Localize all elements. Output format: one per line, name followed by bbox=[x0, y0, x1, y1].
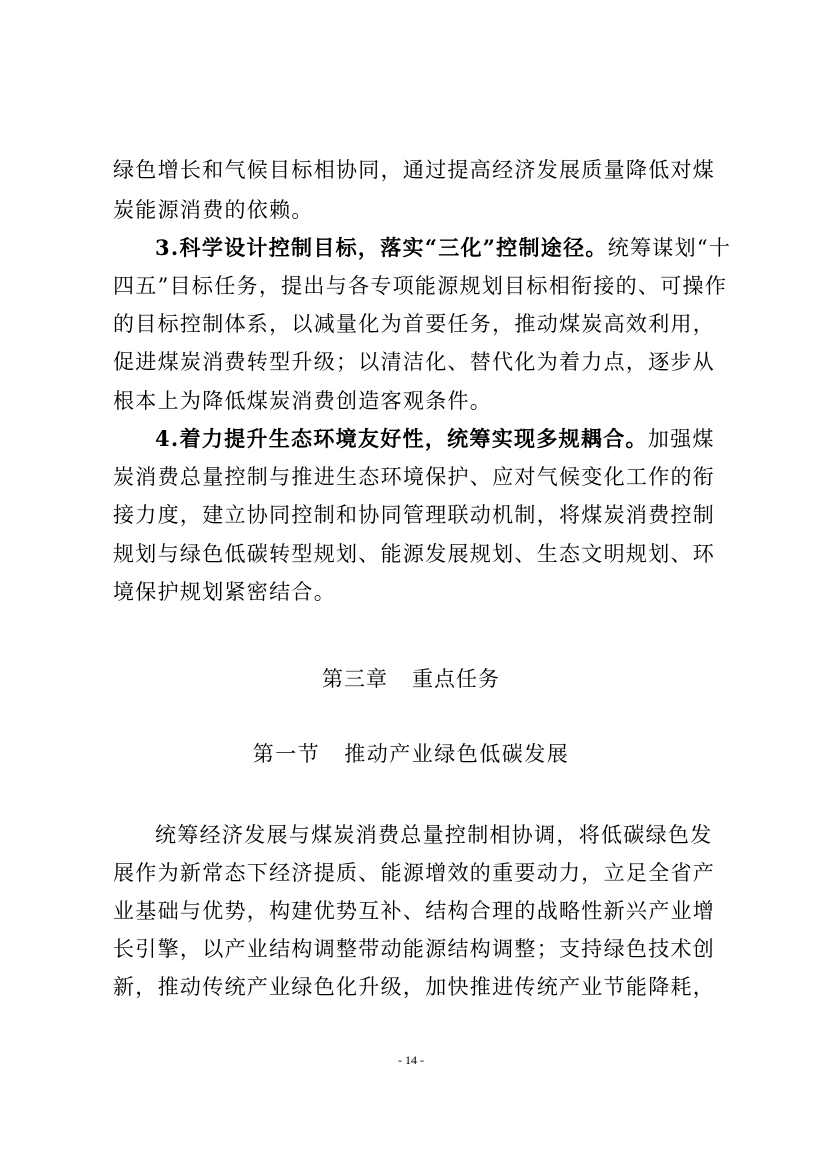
text-line: 接力度，建立协同控制和协同管理联动机制，将煤炭消费控制 bbox=[113, 503, 716, 527]
text-line: 长引擎，以产业结构调整带动能源结构调整；支持绿色技术创 bbox=[113, 937, 716, 961]
text-line: 的目标控制体系，以减量化为首要任务，推动煤炭高效利用， bbox=[113, 312, 716, 336]
text-line: 规划与绿色低碳转型规划、能源发展规划、生态文明规划、环 bbox=[113, 542, 716, 566]
text-line: 根本上为降低煤炭消费创造客观条件。 bbox=[113, 389, 493, 413]
chapter-number: 第三章 bbox=[322, 667, 388, 691]
section-heading bbox=[0, 736, 822, 772]
text-line: 炭能源消费的依赖。 bbox=[113, 198, 314, 222]
item-3-heading: 3.科学设计控制目标，落实“三化”控制途径。 bbox=[155, 235, 608, 260]
text-line: 展作为新常态下经济提质、能源增效的重要动力，立足全省产 bbox=[113, 861, 716, 885]
section-number: 第一节 bbox=[252, 742, 321, 766]
item-4-line bbox=[155, 419, 753, 459]
chapter-heading bbox=[0, 661, 822, 697]
text-line: 绿色增长和气候目标相协同，通过提高经济发展质量降低对煤 bbox=[113, 158, 716, 182]
item-4-heading: 4.着力提升生态环境友好性，统筹实现多规耦合。 bbox=[155, 426, 648, 451]
section-title: 推动产业绿色低碳发展 bbox=[344, 742, 570, 766]
text-line: 四五”目标任务，提出与各专项能源规划目标相衔接的、可操作 bbox=[113, 274, 728, 298]
text-line: 业基础与优势，构建优势互补、结构合理的战略性新兴产业增 bbox=[113, 899, 716, 923]
item-3-text: 统筹谋划“十 bbox=[607, 236, 732, 260]
item-4-text: 加强煤 bbox=[647, 427, 715, 451]
item-3-line bbox=[155, 228, 753, 268]
text-line: 新，推动传统产业绿色化升级，加快推进传统产业节能降耗， bbox=[113, 975, 716, 999]
page-number: - 14 - bbox=[398, 1053, 424, 1067]
text-line: 统筹经济发展与煤炭消费总量控制相协调，将低碳绿色发 bbox=[155, 823, 713, 847]
chapter-title: 重点任务 bbox=[412, 667, 500, 691]
text-line: 境保护规划紧密结合。 bbox=[113, 580, 336, 604]
text-line: 促进煤炭消费转型升级；以清洁化、替代化为着力点，逐步从 bbox=[113, 350, 716, 374]
text-line: 炭消费总量控制与推进生态环境保护、应对气候变化工作的衔 bbox=[113, 465, 716, 489]
